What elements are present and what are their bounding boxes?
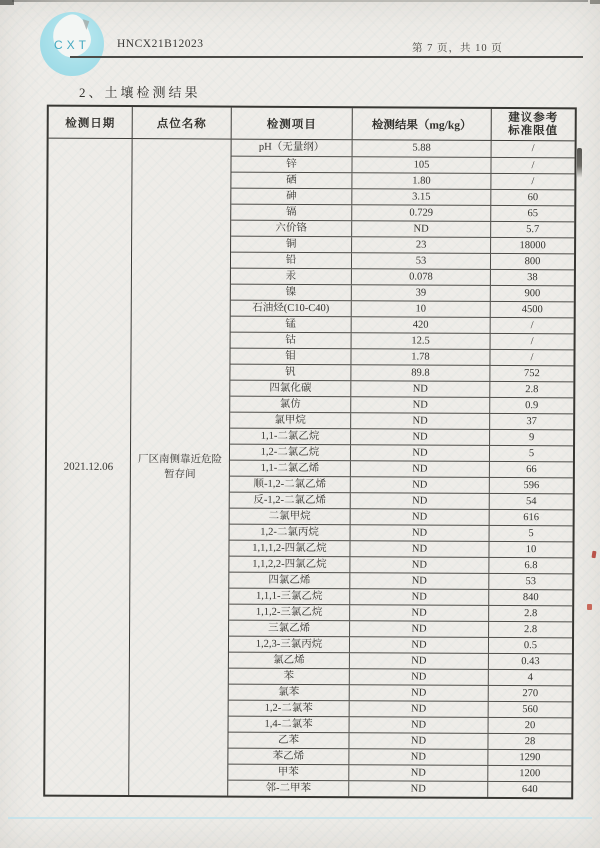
table-row (228, 732, 571, 750)
result-cell: 420 (352, 317, 491, 333)
limit-cell: 60 (527, 191, 539, 203)
table-row (228, 748, 571, 766)
item-cell: 钒 (230, 365, 351, 381)
result-cell: 5.88 (353, 140, 492, 157)
limit-cell: 5 (528, 447, 535, 459)
result-cell: ND (350, 621, 489, 637)
item-cell: 顺-1,2-二氯乙烯 (230, 477, 351, 493)
swan-icon (48, 11, 94, 61)
limit-cell: 28 (524, 735, 536, 747)
header-test-result: 检测结果（mg/kg） (353, 108, 492, 140)
table-row (229, 604, 572, 622)
result-cell: ND (350, 557, 489, 573)
result-cell: ND (350, 701, 489, 717)
limit-cell: / (530, 319, 534, 331)
limit-cell: 0.9 (525, 399, 539, 411)
result-cell: 105 (352, 157, 491, 173)
item-cell: 乙苯 (228, 733, 349, 749)
result-cell: ND (352, 221, 491, 237)
table-row (232, 140, 575, 158)
table-row (230, 412, 573, 430)
result-cell: 0.078 (352, 269, 491, 285)
table-row (231, 268, 574, 286)
result-cell: ND (350, 653, 489, 669)
limit-cell: 53 (525, 575, 537, 587)
scan-edge-line (12, 0, 588, 2)
table-header-row (49, 107, 575, 142)
red-ink-speck (592, 551, 597, 558)
result-cell: ND (350, 637, 489, 653)
limit-cell: 38 (527, 271, 538, 283)
table-row (230, 348, 573, 366)
item-cell: 锰 (231, 317, 352, 333)
table-row (229, 556, 572, 574)
result-cell: ND (349, 749, 488, 765)
limit-cell: 2.8 (523, 623, 538, 635)
table-row (230, 396, 573, 414)
limit-cell: 596 (523, 479, 540, 491)
table-row (229, 636, 572, 654)
item-cell: 铜 (231, 237, 352, 253)
header-reference-limit-line1: 建议参考 (508, 111, 559, 124)
scan-corner-mark-left (0, 0, 14, 5)
item-cell: 苯乙烯 (228, 749, 349, 765)
result-cell: ND (350, 685, 489, 701)
result-cell: ND (350, 717, 489, 733)
result-cell: 1.78 (351, 349, 490, 365)
result-cell: 3.15 (352, 189, 491, 205)
item-cell: 六价铬 (231, 221, 352, 237)
table-row (231, 220, 574, 238)
result-cell: ND (350, 669, 489, 685)
limit-cell: 5.7 (526, 223, 540, 235)
item-cell: 1,1,2-三氯乙烷 (229, 605, 350, 621)
table-row (231, 284, 574, 302)
header-divider-line (70, 56, 583, 58)
ink-smudge (577, 148, 582, 178)
table-row (231, 204, 574, 222)
table-row (230, 492, 573, 510)
limit-cell: 10 (525, 543, 537, 555)
limit-cell: 37 (526, 415, 537, 427)
red-ink-speck (587, 604, 592, 610)
table-row (229, 684, 572, 702)
table-body (45, 139, 574, 798)
table-row (231, 332, 574, 350)
limit-cell: 2.8 (524, 607, 538, 619)
limit-cell: 900 (524, 287, 541, 299)
table-row (229, 540, 572, 558)
table-row (229, 700, 572, 718)
limit-cell: / (531, 143, 535, 155)
item-cell: 1,2-二氯丙烷 (230, 525, 351, 541)
item-cell: 四氯化碳 (230, 381, 351, 397)
table-row (231, 236, 574, 254)
item-cell: 氯乙烯 (229, 653, 350, 669)
result-cell: ND (350, 573, 489, 589)
table-row (230, 508, 573, 526)
table-row (231, 188, 574, 206)
limit-cell: / (530, 335, 534, 347)
limit-cell: 54 (525, 495, 537, 507)
test-date-cell: 2021.12.06 (45, 139, 132, 795)
result-cell: 10 (352, 301, 491, 317)
table-row (229, 668, 572, 686)
table-row (230, 476, 573, 494)
result-cell: 23 (352, 237, 491, 253)
limit-cell: 1200 (519, 767, 541, 779)
page-number-info: 第 7 页，共 10 页 (412, 43, 503, 54)
result-cell: ND (351, 381, 490, 397)
limit-cell: 1290 (519, 751, 541, 763)
result-cell: 89.8 (351, 365, 490, 381)
limit-cell: / (530, 351, 534, 363)
limit-cell: 6.8 (524, 559, 538, 571)
item-cell: 钴 (231, 333, 352, 349)
item-cell: 四氯乙烯 (229, 573, 350, 589)
item-cell: 镉 (231, 205, 352, 221)
table-row (229, 572, 572, 590)
item-cell: 1,1-二氯乙烷 (230, 429, 351, 445)
limit-cell: 2.8 (525, 383, 539, 395)
table-row (230, 460, 573, 478)
limit-cell: 4 (527, 671, 533, 683)
result-cell: ND (351, 413, 490, 429)
item-cell: 氯苯 (229, 685, 350, 701)
item-cell: 反-1,2-二氯乙烯 (230, 493, 351, 509)
item-cell: 苯 (229, 669, 350, 685)
limit-cell: 9 (528, 431, 535, 443)
item-cell: 甲苯 (228, 765, 349, 781)
limit-cell: 640 (521, 783, 538, 795)
result-cell: ND (351, 445, 490, 461)
document-number: HNCX21B12023 (117, 38, 204, 50)
limit-cell: 65 (527, 207, 539, 219)
item-cell: 锌 (231, 157, 352, 173)
limit-cell: 5 (528, 527, 534, 539)
item-cell: 氯仿 (230, 397, 351, 413)
point-name-line2: 暂存间 (164, 469, 196, 481)
header-test-item: 检测项目 (232, 108, 353, 140)
section-title: 2、土壤检测结果 (79, 85, 201, 100)
result-cell: ND (349, 781, 488, 797)
item-cell: 1,1,1,2-四氯乙烷 (229, 541, 350, 557)
item-cell: 硒 (231, 173, 352, 189)
point-name-cell (129, 139, 231, 796)
soil-test-results-table (43, 105, 577, 800)
header-test-date: 检测日期 (49, 107, 133, 138)
table-row (230, 364, 573, 382)
result-cell: ND (351, 493, 490, 509)
point-name-line1: 厂区南侧靠近危险 (137, 454, 222, 466)
item-cell: 1,1-二氯乙烯 (230, 461, 351, 477)
result-cell: ND (351, 477, 490, 493)
header-point-name: 点位名称 (133, 107, 232, 139)
result-cell: ND (350, 605, 489, 621)
limit-cell: / (531, 159, 535, 171)
company-logo (40, 12, 104, 76)
limit-cell: 20 (524, 719, 536, 731)
limit-cell: 0.43 (521, 655, 540, 667)
item-cell: 1,2-二氯乙烷 (230, 445, 351, 461)
limit-cell: 18000 (519, 239, 546, 251)
limit-cell: 560 (522, 703, 539, 715)
item-cell: pH（无量纲） (232, 140, 353, 157)
result-cell: ND (349, 765, 488, 781)
item-cell: 石油烃(C10-C40) (231, 301, 352, 317)
table-row (230, 444, 573, 462)
result-cell: ND (351, 429, 490, 445)
scan-corner-mark-right (590, 0, 600, 4)
limit-cell: 4500 (521, 303, 543, 315)
result-cell: ND (350, 541, 489, 557)
result-cell: ND (351, 509, 490, 525)
result-cell: ND (350, 589, 489, 605)
item-cell: 1,2-二氯苯 (229, 701, 350, 717)
result-cell: 0.729 (352, 205, 491, 221)
result-rows (228, 140, 574, 798)
result-cell: ND (351, 397, 490, 413)
table-row (228, 780, 571, 798)
table-row (231, 252, 574, 270)
limit-cell: 616 (523, 511, 540, 523)
item-cell: 铅 (231, 253, 352, 269)
header-reference-limit-line2: 标准限值 (508, 124, 559, 137)
table-row (229, 588, 572, 606)
table-row (228, 764, 571, 782)
item-cell: 1,1,1-三氯乙烷 (229, 589, 350, 605)
header-reference-limit (492, 109, 575, 140)
result-cell: 53 (352, 253, 491, 269)
table-row (229, 652, 572, 670)
limit-cell: 752 (524, 367, 540, 379)
item-cell: 1,1,2,2-四氯乙烷 (229, 557, 350, 573)
item-cell: 三氯乙烯 (229, 621, 350, 637)
limit-cell: 66 (526, 463, 537, 475)
table-row (231, 316, 574, 334)
item-cell: 汞 (231, 269, 352, 285)
result-cell: 12.5 (352, 333, 491, 349)
result-cell: ND (351, 525, 490, 541)
item-cell: 镍 (231, 285, 352, 301)
table-row (229, 620, 572, 638)
limit-cell: 800 (524, 255, 541, 267)
table-row (230, 428, 573, 446)
limit-cell: 270 (522, 687, 539, 699)
item-cell: 二氯甲烷 (230, 509, 351, 525)
table-row (231, 172, 574, 190)
item-cell: 邻-二甲苯 (228, 781, 349, 797)
limit-cell: 0.5 (523, 639, 538, 651)
table-row (231, 300, 574, 318)
item-cell: 1,2,3-三氯丙烷 (229, 637, 350, 653)
table-row (230, 380, 573, 398)
item-cell: 钼 (230, 349, 351, 365)
result-cell: 1.80 (352, 173, 491, 189)
table-row (229, 716, 572, 734)
table-row (231, 156, 574, 174)
item-cell: 1,4-二氯苯 (229, 717, 350, 733)
item-cell: 砷 (231, 189, 352, 205)
limit-cell: / (531, 175, 535, 187)
result-cell: 39 (352, 285, 491, 301)
logo-text: CXT (54, 38, 90, 52)
result-cell: ND (349, 733, 488, 749)
limit-cell: 840 (522, 591, 539, 603)
item-cell: 氯甲烷 (230, 413, 351, 429)
table-row (230, 524, 573, 542)
result-cell: ND (351, 461, 490, 477)
scan-blue-line (8, 817, 592, 819)
